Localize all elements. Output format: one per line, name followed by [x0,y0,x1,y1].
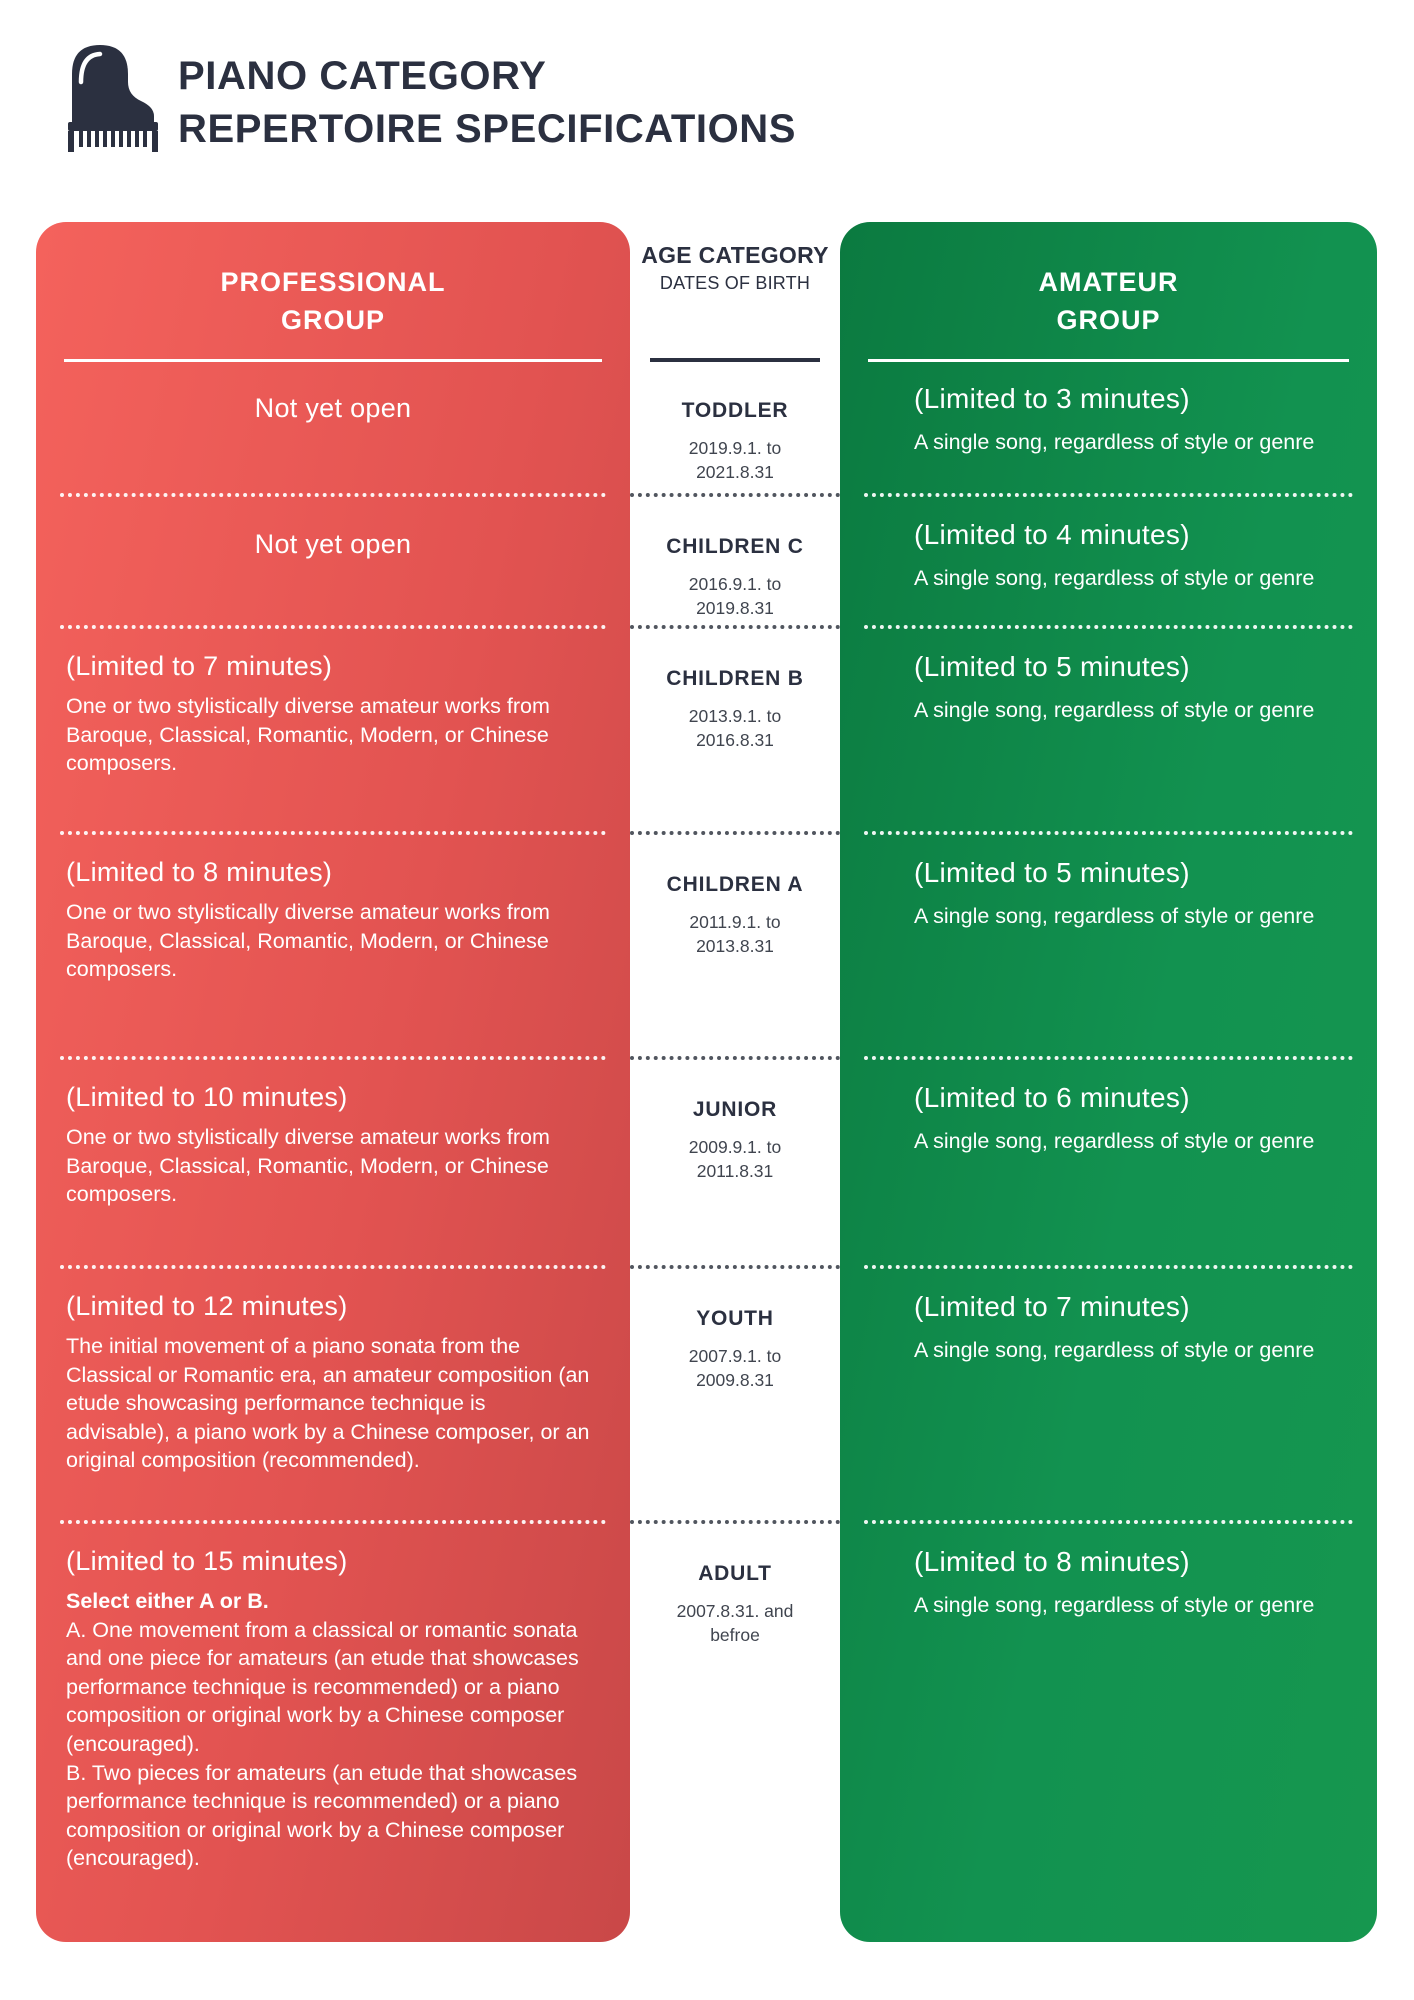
age-cell-junior [630,1058,840,1267]
repertoire-text: A single song, regardless of style or genre [914,1593,1315,1617]
repertoire-text: A single song, regardless of style or genre [914,904,1315,928]
professional-header-line1: PROFESSIONAL [220,267,446,297]
age-cell-toddler [630,359,840,495]
amateur-header-line1: AMATEUR [1038,267,1179,297]
amateur-cell-junior [840,1058,1377,1267]
repertoire-option-a: A. One movement from a classical or romantic sonata and one piece for amateurs (an etude that showcases performance technique is recommended) or a piano composition or original work by a Chinese composer (encouraged). [66,1617,579,1756]
time-limit-heading: (Limited to 12 minutes) [66,1291,348,1321]
amateur-header-line2: GROUP [1056,304,1161,335]
age-cell-children-b [630,627,840,833]
time-limit-heading: (Limited to 6 minutes) [914,1082,1190,1113]
professional-cell-children-b [36,627,630,833]
amateur-cell-youth [840,1267,1377,1522]
dob-range: 2009.9.1. to 2011.8.31 [688,1137,782,1182]
age-label: YOUTH [696,1307,774,1330]
page-title [178,50,796,156]
not-yet-open-note: Not yet open [254,393,412,423]
time-limit-heading: (Limited to 8 minutes) [914,1546,1190,1577]
time-limit-heading: (Limited to 3 minutes) [914,383,1190,414]
amateur-cell-toddler [840,359,1377,495]
professional-cell-youth [36,1267,630,1522]
time-limit-heading: (Limited to 8 minutes) [66,857,333,887]
dob-range: 2016.9.1. to 2019.8.31 [688,574,782,619]
page-title-line1: PIANO CATEGORY [178,54,547,98]
time-limit-heading: (Limited to 5 minutes) [914,857,1190,888]
repertoire-text: A single song, regardless of style or genre [914,1129,1315,1153]
professional-cell-adult [36,1522,630,1942]
professional-group-header [36,222,630,359]
age-label: ADULT [698,1562,772,1585]
dob-range: 2013.9.1. to 2016.8.31 [688,706,782,751]
time-limit-heading: (Limited to 7 minutes) [66,651,333,681]
professional-cell-junior [36,1058,630,1267]
repertoire-text: One or two stylistically diverse amateur works from Baroque, Classical, Romantic, Modern, or Chinese composers. [66,694,550,776]
page-title-line2: REPERTOIRE SPECIFICATIONS [178,107,797,152]
dob-range: 2019.9.1. to 2021.8.31 [688,438,782,483]
age-category-header [630,222,840,359]
age-cell-children-c [630,495,840,627]
professional-header-line2: GROUP [280,304,385,335]
repertoire-option-b: B. Two pieces for amateurs (an etude that showcases performance technique is recommended) or a piano composition or original work by a Chinese composer (encouraged). [66,1760,578,1871]
select-either-lead: Select either A or B. [66,1589,269,1613]
repertoire-text: One or two stylistically diverse amateur works from Baroque, Classical, Romantic, Modern, or Chinese composers. [66,1125,550,1207]
professional-cell-children-c [36,495,630,627]
grand-piano-icon [63,38,163,154]
time-limit-heading: (Limited to 7 minutes) [914,1291,1190,1322]
amateur-cell-children-c [840,495,1377,627]
age-cell-children-a [630,833,840,1058]
age-cell-youth [630,1267,840,1522]
professional-cell-toddler [36,359,630,495]
age-cell-adult [630,1522,840,1942]
amateur-cell-children-b [840,627,1377,833]
professional-group-panel [36,222,630,1942]
dob-range: 2007.9.1. to 2009.8.31 [688,1346,782,1391]
dob-range: 2007.8.31. and befroe [676,1601,794,1646]
repertoire-text: A single song, regardless of style or genre [914,430,1315,454]
amateur-group-header [840,222,1377,359]
repertoire-text: A single song, regardless of style or genre [914,1338,1315,1362]
repertoire-text: One or two stylistically diverse amateur works from Baroque, Classical, Romantic, Modern, or Chinese composers. [66,900,550,982]
time-limit-heading: (Limited to 15 minutes) [66,1546,348,1576]
professional-cell-children-a [36,833,630,1058]
age-label: CHILDREN C [666,535,804,558]
age-label: JUNIOR [692,1098,778,1121]
amateur-group-panel [840,222,1377,1942]
age-label: TODDLER [681,399,789,422]
time-limit-heading: (Limited to 4 minutes) [914,519,1190,550]
amateur-cell-adult [840,1522,1377,1942]
time-limit-heading: (Limited to 10 minutes) [66,1082,348,1112]
time-limit-heading: (Limited to 5 minutes) [914,651,1190,682]
repertoire-text: A single song, regardless of style or genre [914,698,1315,722]
age-label: CHILDREN B [666,667,804,690]
repertoire-text: A single song, regardless of style or genre [914,566,1315,590]
repertoire-text: The initial movement of a piano sonata from the Classical or Romantic era, an amateur composition (an etude showcasing performance technique is advisable), a piano work by a Chinese composer, or an original composition (recommended). [66,1334,590,1473]
age-label: CHILDREN A [666,873,804,896]
dates-of-birth-subtitle: DATES OF BIRTH [659,273,811,293]
not-yet-open-note: Not yet open [254,529,412,559]
age-category-column [630,222,840,1942]
amateur-cell-children-a [840,833,1377,1058]
dob-range: 2011.9.1. to 2013.8.31 [689,912,781,957]
age-category-title: AGE CATEGORY [641,242,829,268]
